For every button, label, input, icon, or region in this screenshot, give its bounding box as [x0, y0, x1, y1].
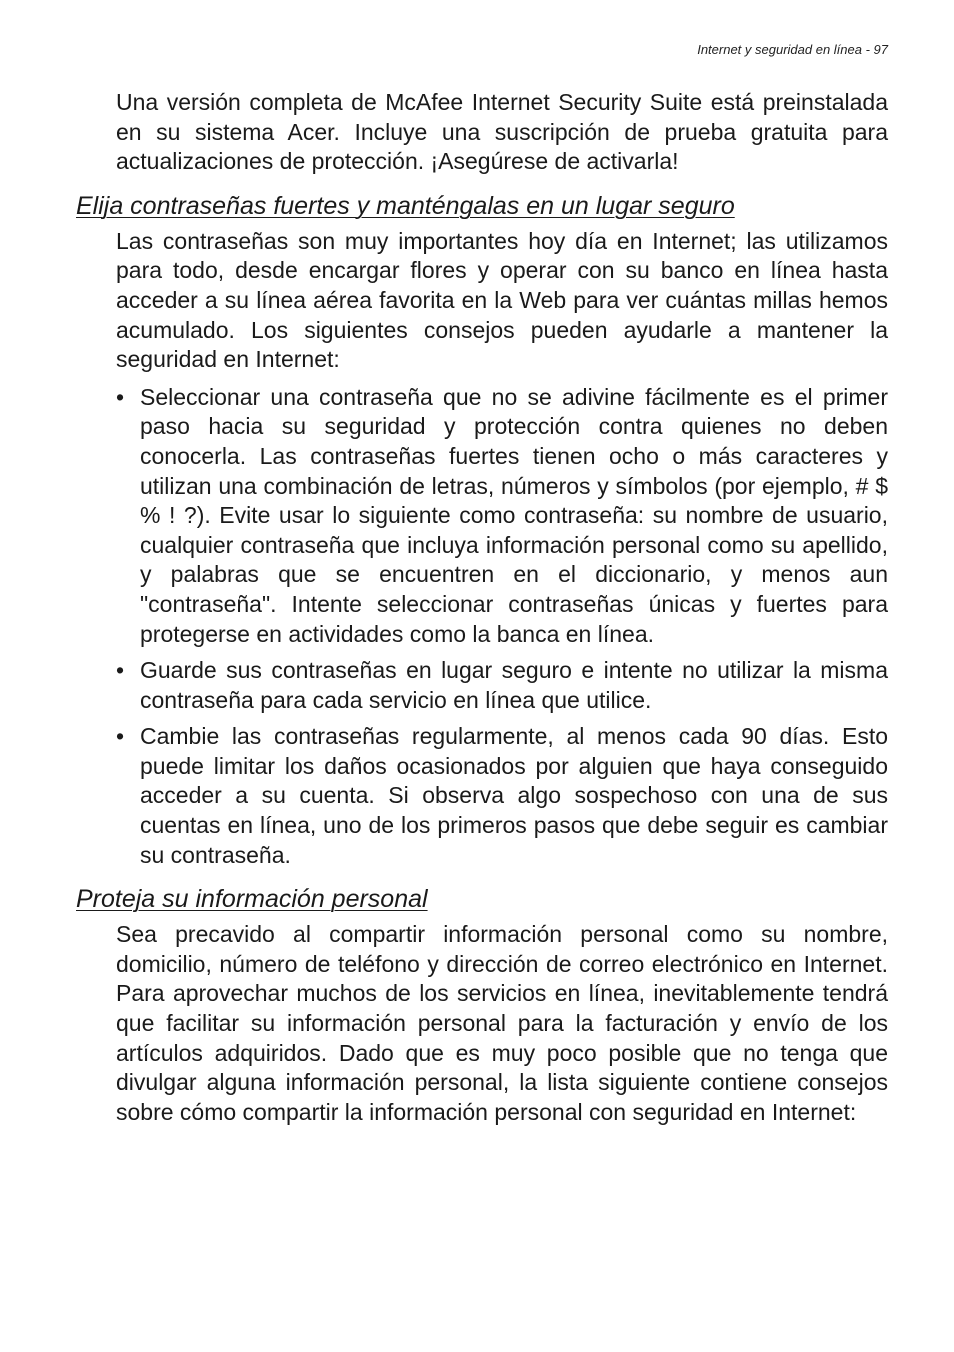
- bullet-marker: •: [116, 723, 125, 750]
- bullet-marker: •: [116, 657, 125, 684]
- bullet-item: [116, 656, 888, 715]
- section-heading-personal-info: Proteja su información personal: [76, 885, 428, 914]
- passwords-bullet-list: [116, 383, 888, 871]
- personal-info-paragraph: Sea precavido al compartir información personal como su nombre, domicilio, número de teléfono y dirección de correo electrónico en Internet. Para aprovechar muchos de los servicios en línea, inevitablemente tendrá que facilitar su información personal para la facturación y envío de los artículos adquiridos. Dado que es muy poco posible que no tenga que divulgar alguna información personal, la lista siguiente contiene consejos sobre cómo compartir la información personal con seguridad en Internet:: [116, 921, 888, 1125]
- bullet-marker: •: [116, 383, 125, 410]
- bullet-text: Seleccionar una contraseña que no se adivine fácilmente es el primer paso hacia su seguridad y protección contra quienes no deben conocerla. Las contraseñas fuertes tienen ocho o más caracteres y utilizan una combinación de letras, números y símbolos (por ejemplo, # $ % ! ?). Evite usar lo siguiente como contraseña: su nombre de usuario, cualquier contraseña que incluya información personal como su apellido, y palabras que se encuentren en el diccionario, y menos aun "contraseña". Intente seleccionar contraseñas únicas y fuertes para protegerse en actividades como la banca en línea.: [140, 383, 888, 647]
- running-header: Internet y seguridad en línea - 97: [697, 42, 888, 57]
- bullet-text: Guarde sus contraseñas en lugar seguro e intente no utilizar la misma contraseña para cada servicio en línea que utilice.: [140, 657, 888, 713]
- section-heading-passwords: Elija contraseñas fuertes y manténgalas en un lugar seguro: [76, 191, 735, 220]
- bullet-item: [116, 383, 888, 649]
- page-content: [76, 88, 888, 1127]
- bullet-item: [116, 722, 888, 870]
- passwords-paragraph: Las contraseñas son muy importantes hoy día en Internet; las utilizamos para todo, desde encargar flores y operar con su banco en línea hasta acceder a su línea aérea favorita en la Web para ver cuántas millas hemos acumulado. Los siguientes consejos pueden ayudarle a mantener la seguridad en Internet:: [116, 227, 888, 373]
- intro-paragraph: Una versión completa de McAfee Internet Security Suite está preinstalada en su sistema Acer. Incluye una suscripción de prueba gratuita para actualizaciones de protección. ¡Asegúrese de activarla!: [116, 89, 888, 175]
- bullet-text: Cambie las contraseñas regularmente, al menos cada 90 días. Esto puede limitar los daños ocasionados por alguien que haya conseguido acceder a su cuenta. Si observa algo sospechoso con una de sus cuentas en línea, uno de los primeros pasos que debe seguir es cambiar su contraseña.: [140, 723, 888, 868]
